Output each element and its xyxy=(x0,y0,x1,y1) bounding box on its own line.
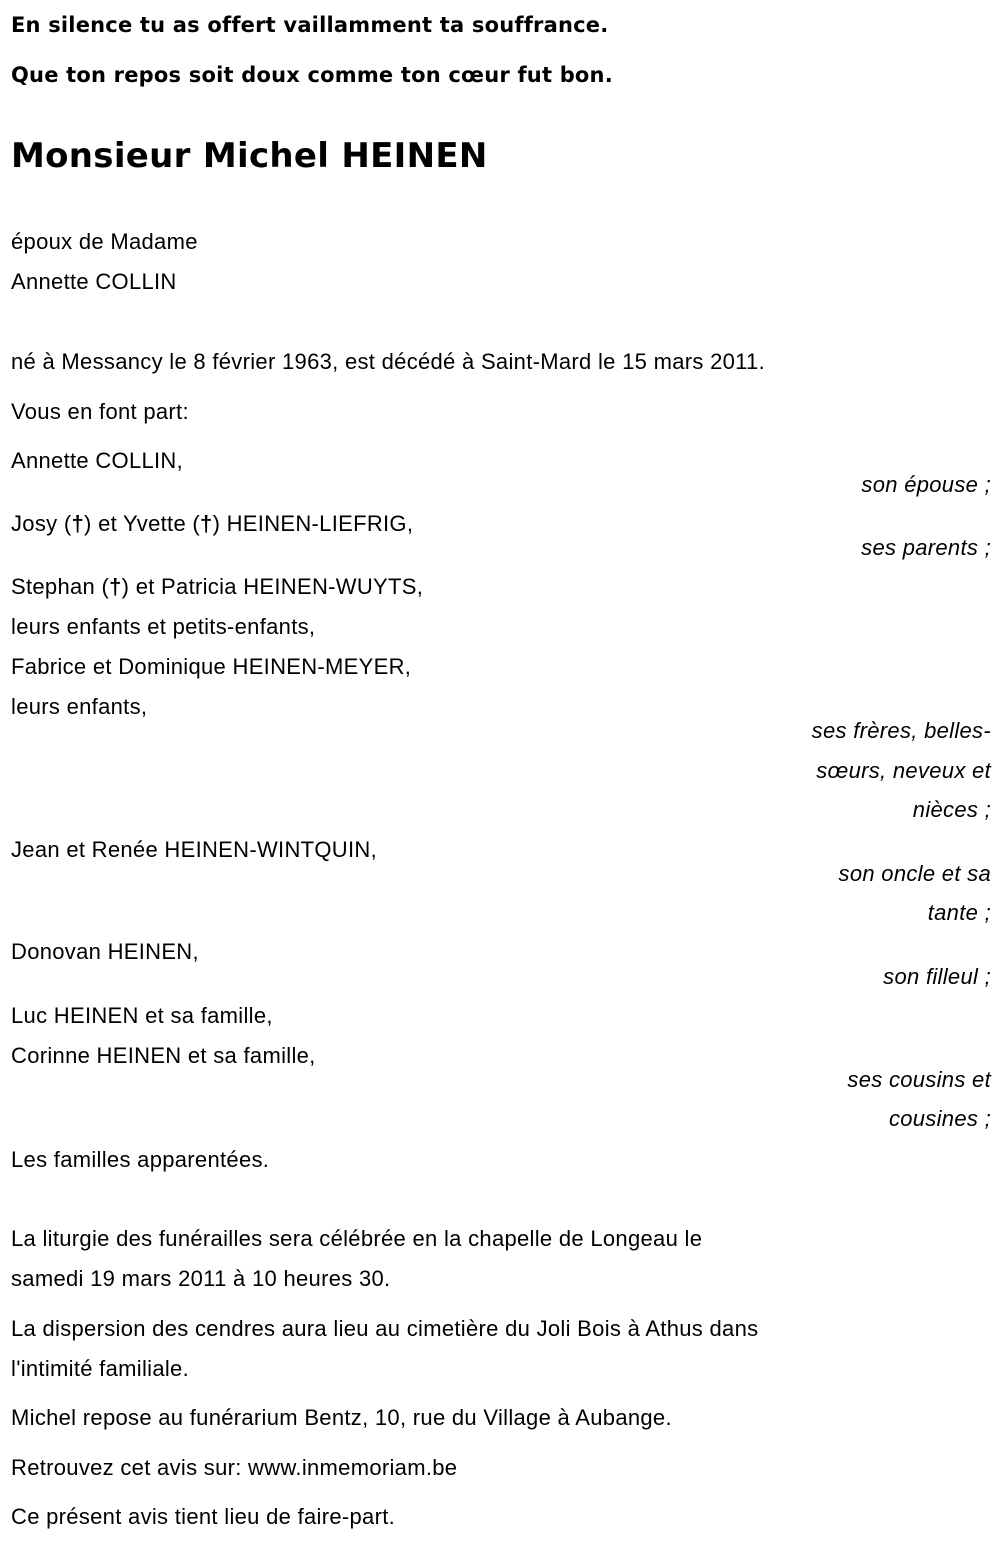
role-cousins-2: cousines ; xyxy=(888,1106,991,1131)
family-godson: Donovan HEINEN, xyxy=(11,939,199,964)
role-siblings-1: ses frères, belles- xyxy=(811,718,991,743)
cross-icon: † xyxy=(109,574,122,599)
family-sibling-2: Fabrice et Dominique HEINEN-MEYER, xyxy=(11,654,412,679)
related-families: Les familles apparentées. xyxy=(11,1147,270,1172)
cross-icon: † xyxy=(71,511,85,536)
online-notice: Retrouvez cet avis sur: www.inmemoriam.be xyxy=(11,1455,458,1480)
liturgy-line-2: samedi 19 mars 2011 à 10 heures 30. xyxy=(11,1266,391,1291)
family-sibling-1: Stephan (†) et Patricia HEINEN-WUYTS, xyxy=(11,574,424,599)
role-parents: ses parents ; xyxy=(861,535,991,560)
family-spouse: Annette COLLIN, xyxy=(11,448,184,473)
epitaph-line-2: Que ton repos soit doux comme ton cœur fut bon. xyxy=(11,63,613,87)
role-uncle-1: son oncle et sa xyxy=(838,861,991,886)
announce-line: Vous en font part: xyxy=(11,399,189,424)
cross-icon: † xyxy=(200,511,213,536)
faire-part-notice: Ce présent avis tient lieu de faire-part. xyxy=(11,1504,396,1529)
liturgy-line-1: La liturgie des funérailles sera célébrée en la chapelle de Longeau le xyxy=(11,1226,703,1251)
role-godson: son filleul ; xyxy=(883,964,991,989)
family-parents: Josy (†) et Yvette (†) HEINEN-LIEFRIG, xyxy=(11,511,414,536)
family-cousin-1: Luc HEINEN et sa famille, xyxy=(11,1003,273,1028)
role-siblings-2: sœurs, neveux et xyxy=(816,758,991,783)
birth-death-line: né à Messancy le 8 février 1963, est décédé à Saint-Mard le 15 mars 2011. xyxy=(11,349,766,374)
role-cousins-1: ses cousins et xyxy=(847,1067,991,1092)
family-sibling-2-children: leurs enfants, xyxy=(11,694,148,719)
deceased-name: Monsieur Michel HEINEN xyxy=(11,136,488,176)
rest-location: Michel repose au funérarium Bentz, 10, rue du Village à Aubange. xyxy=(11,1405,672,1430)
dispersion-line-1: La dispersion des cendres aura lieu au cimetière du Joli Bois à Athus dans xyxy=(11,1316,759,1341)
family-uncle: Jean et Renée HEINEN-WINTQUIN, xyxy=(11,837,377,862)
spouse-intro: époux de Madame xyxy=(11,229,198,254)
dispersion-line-2: l'intimité familiale. xyxy=(11,1356,189,1381)
role-siblings-3: nièces ; xyxy=(912,797,991,822)
role-spouse: son épouse ; xyxy=(861,472,991,497)
family-sibling-1-children: leurs enfants et petits-enfants, xyxy=(11,614,316,639)
family-cousin-2: Corinne HEINEN et sa famille, xyxy=(11,1043,316,1068)
role-uncle-2: tante ; xyxy=(927,900,991,925)
epitaph-line-1: En silence tu as offert vaillamment ta souffrance. xyxy=(11,13,609,37)
spouse-name: Annette COLLIN xyxy=(11,269,177,294)
